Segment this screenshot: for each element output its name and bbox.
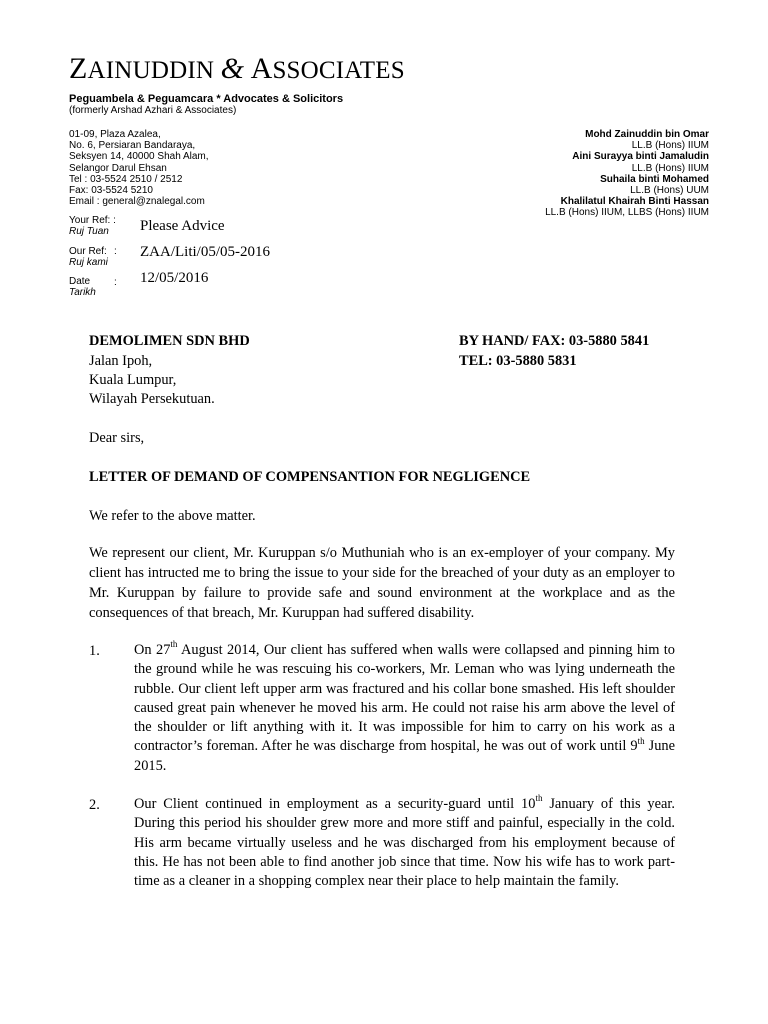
letter-intro: We refer to the above matter. <box>89 508 256 524</box>
item1-superscript: th <box>170 639 178 650</box>
your-ref-value: Please Advice <box>140 218 225 234</box>
item1-text-a: On 27 <box>134 642 171 658</box>
firm-name <box>69 52 405 86</box>
item2-text-a: Our Client continued in employment as a security-guard until 10 <box>134 796 536 812</box>
your-ref-sublabel: Ruj Tuan <box>69 226 109 237</box>
date-label <box>69 276 96 298</box>
address-line: 01-09, Plaza Azalea, <box>69 129 161 140</box>
lawyer-qualification: LL.B (Hons) IIUM, LLBS (Hons) IIUM <box>545 207 709 219</box>
item1-superscript: th <box>637 735 645 746</box>
date-label-text: Date <box>69 276 91 287</box>
firm-address <box>69 129 209 207</box>
item2-superscript: th <box>535 793 543 804</box>
our-ref-label-text: Our Ref: <box>69 246 107 257</box>
firm-formerly: (formerly Arshad Azhari & Associates) <box>69 105 237 116</box>
address-email: Email : general@znalegal.com <box>69 196 205 208</box>
your-ref-label-text: Your Ref: : <box>69 215 116 226</box>
address-line: Selangor Darul Ehsan <box>69 162 167 174</box>
our-ref-label <box>69 246 108 268</box>
salutation: Dear sirs, <box>89 430 145 446</box>
item-number: 2. <box>89 797 100 813</box>
recipient-address-line: Kuala Lumpur, <box>89 372 177 388</box>
recipient-address-line: Jalan Ipoh, <box>89 353 153 369</box>
lawyer-name: Khalilatul Khairah Binti Hassan <box>560 196 709 208</box>
address-line: No. 6, Persiaran Bandaraya, <box>69 140 196 152</box>
address-fax: Fax: 03-5524 5210 <box>69 185 153 197</box>
delivery-tel: TEL: 03-5880 5831 <box>459 353 577 369</box>
lawyer-qualification: LL.B (Hons) IIUM <box>631 162 709 174</box>
firm-name-ampersand: & <box>220 52 245 85</box>
firm-name-part-1: AINUDDIN <box>87 57 215 84</box>
item2-text-b: January of this year. During this period his shoulder grew more and more stiff and painful, especially in the cold. His arm became virtually useless and he was discharged from his employment because of this. He has not been able to find another job since that time. Now his wife has to work part-time as a cleaner in a shopping complex near their place to help maintain the family. <box>134 796 675 890</box>
letter-subject: LETTER OF DEMAND OF COMPENSANTION FOR NEGLIGENCE <box>89 469 531 485</box>
firm-name-initial-z: Z <box>69 52 88 85</box>
lawyer-name: Mohd Zainuddin bin Omar <box>585 129 709 140</box>
item-paragraph-1 <box>134 641 675 776</box>
paragraph-representation: We represent our client, Mr. Kuruppan s/o Muthuniah who is an ex-employer of your company. My client has intructed me to bring the issue to your side for the breached of your duty as an employer to Mr. Kuruppan by failure to provide safe and sound environment at the workplace and as the consequences of that breach, Mr. Kuruppan had suffered disability. <box>89 545 675 621</box>
item1-text-b: August 2014, Our client has suffered when walls were collapsed and pinning him to the ground while he was rescuing his co-workers, Mr. Leman who was lying underneath the rubble. Our client left upper arm was fractured and his collar bone smashed. His left shoulder caused great pain whenever he moved his arm. He could not raise his arm above the level of the shoulder or lift anything with it. It was impossible for him to carry on his work as a contractor’s foreman. After he was discharge from hospital, he was out of work until 9 <box>134 642 676 755</box>
recipient-address-line: Wilayah Persekutuan. <box>89 391 215 407</box>
recipient-name: DEMOLIMEN SDN BHD <box>89 333 250 349</box>
lawyer-list <box>545 129 709 219</box>
firm-name-part-2: SSOCIATES <box>272 57 405 84</box>
your-ref-label <box>69 215 116 237</box>
lawyer-name: Suhaila binti Mohamed <box>600 173 709 185</box>
item-paragraph-2 <box>134 795 675 891</box>
delivery-fax: BY HAND/ FAX: 03-5880 5841 <box>459 333 650 349</box>
lawyer-qualification: LL.B (Hons) UUM <box>630 185 709 197</box>
our-ref-sublabel: Ruj kami <box>69 257 108 268</box>
item1-text-c: June 2015. <box>134 738 675 774</box>
our-ref-colon: : <box>114 246 117 257</box>
firm-name-initial-a: A <box>250 52 273 85</box>
date-value: 12/05/2016 <box>140 270 209 286</box>
lawyer-qualification: LL.B (Hons) IIUM <box>631 140 709 152</box>
address-line: Seksyen 14, 40000 Shah Alam, <box>69 151 209 163</box>
date-sublabel: Tarikh <box>69 287 96 298</box>
lawyer-name: Aini Surayya binti Jamaludin <box>572 151 709 163</box>
address-tel: Tel : 03-5524 2510 / 2512 <box>69 173 183 185</box>
date-colon: : <box>114 277 117 288</box>
firm-tagline: Peguambela & Peguamcara * Advocates & Solicitors <box>69 93 344 105</box>
item-number: 1. <box>89 643 100 659</box>
our-ref-value: ZAA/Liti/05/05-2016 <box>140 244 270 260</box>
